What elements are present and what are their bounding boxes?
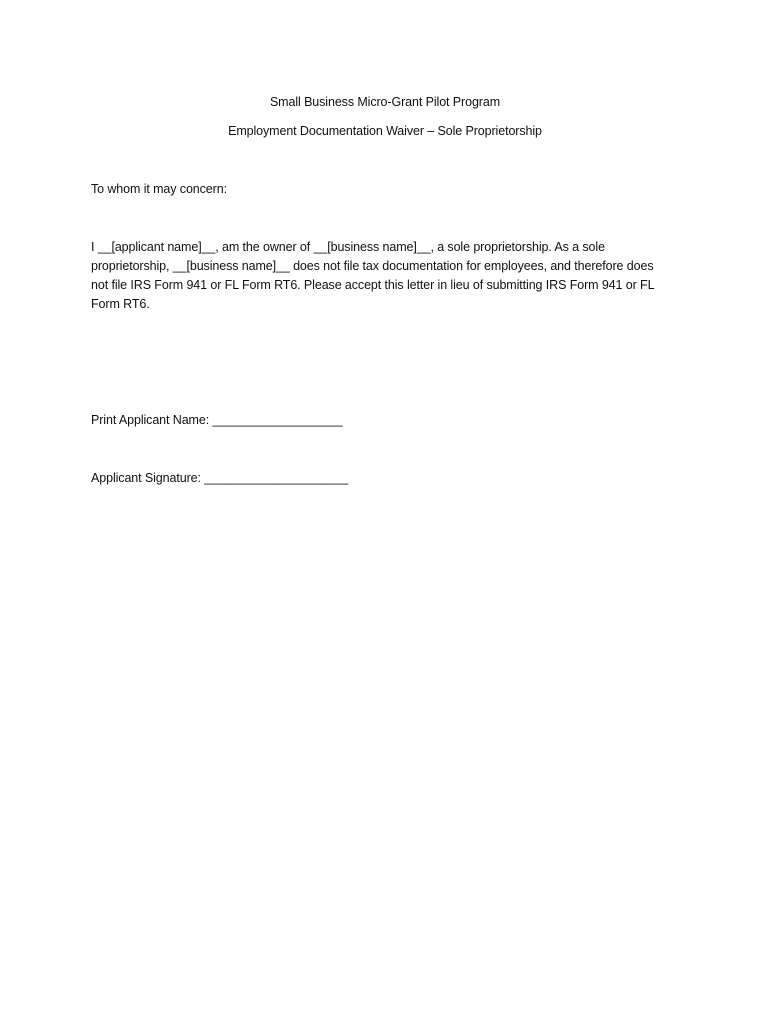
body-line: I __[applicant name]__, am the owner of __[business name]__, a sole proprietorship. As a sole — [91, 240, 605, 254]
applicant-signature-field: Applicant Signature: _____________________ — [91, 471, 349, 485]
print-applicant-name-field: Print Applicant Name: ___________________ — [91, 413, 343, 427]
document-title: Small Business Micro-Grant Pilot Program — [269, 95, 501, 109]
body-paragraph — [91, 238, 691, 314]
salutation: To whom it may concern: — [91, 182, 227, 196]
document-subtitle: Employment Documentation Waiver – Sole Proprietorship — [228, 124, 542, 138]
body-line: proprietorship, __[business name]__ does not file tax documentation for employees, and therefore does — [91, 259, 654, 273]
body-line: Form RT6. — [91, 297, 150, 311]
body-line: not file IRS Form 941 or FL Form RT6. Please accept this letter in lieu of submitting IRS Form 941 or FL — [91, 278, 655, 292]
